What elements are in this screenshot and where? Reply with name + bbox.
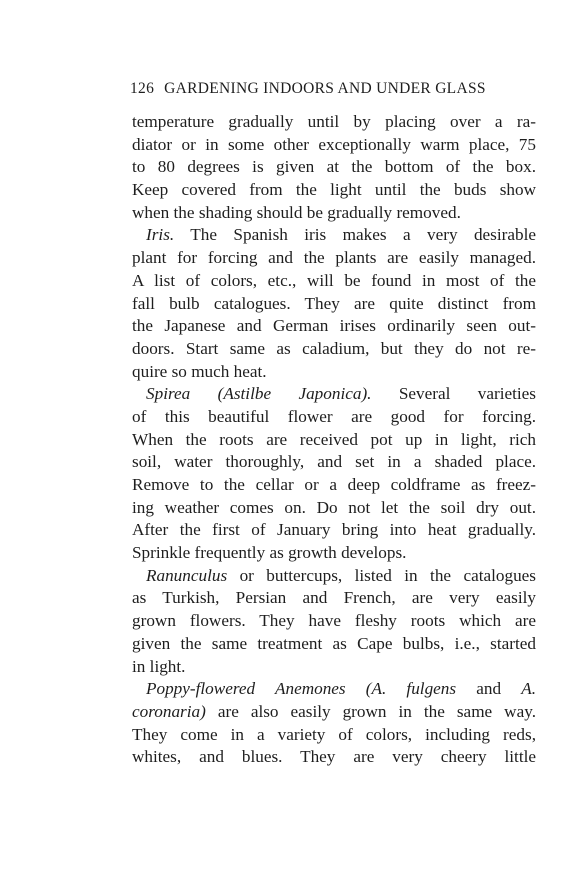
text-line: [132, 293, 536, 316]
text-line: [132, 429, 536, 452]
text-line: [132, 111, 536, 134]
text-line: [132, 338, 536, 361]
text-line: [132, 315, 536, 338]
text-run: Several varieties: [371, 384, 536, 404]
text-line: [132, 678, 536, 701]
text-line: [132, 474, 536, 497]
text-line: [132, 610, 536, 633]
italic-run: Poppy-flowered Anemones (A. fulgens: [146, 679, 457, 699]
text-run: are also easily grown in the same way.: [205, 701, 536, 721]
text-run: A list of colors, etc., will be found in most of the: [132, 270, 536, 290]
text-line: [132, 633, 536, 656]
text-line: [132, 202, 536, 225]
text-run: the Japanese and German irises ordinarily seen out-: [132, 316, 536, 336]
text-run: Sprinkle frequently as growth develops.: [132, 543, 407, 563]
text-line: [132, 565, 536, 588]
text-line: [132, 519, 536, 542]
text-line: [132, 656, 536, 679]
italic-run: Iris.: [146, 225, 175, 245]
italic-run: Ranunculus: [146, 565, 228, 585]
text-line: [132, 497, 536, 520]
text-run: plant for forcing and the plants are easily managed.: [132, 248, 536, 268]
text-line: [132, 134, 536, 157]
text-run: or buttercups, listed in the catalogues: [227, 565, 536, 585]
italic-run: Spirea (Astilbe Japonica).: [146, 384, 372, 404]
text-run: when the shading should be gradually removed.: [132, 202, 461, 222]
text-run: soil, water thoroughly, and set in a shaded place.: [132, 452, 536, 472]
text-run: as Turkish, Persian and French, are very easily: [132, 588, 536, 608]
text-run: quire so much heat.: [132, 361, 267, 381]
text-run: temperature gradually until by placing over a ra-: [132, 112, 536, 131]
text-run: diator or in some other exceptionally warm place, 75: [132, 134, 536, 154]
text-run: ing weather comes on. Do not let the soil dry out.: [132, 497, 536, 517]
text-line: [132, 451, 536, 474]
text-line: [132, 247, 536, 270]
text-run: The Spanish iris makes a very desirable: [174, 225, 536, 245]
text-run: of this beautiful flower are good for forcing.: [132, 406, 536, 426]
text-line: [132, 361, 536, 384]
page-number: 126: [130, 80, 155, 97]
running-header: [130, 80, 535, 98]
body-text: [132, 111, 536, 769]
text-run: Keep covered from the light until the buds show: [132, 180, 536, 200]
text-run: and: [456, 679, 522, 699]
text-run: grown flowers. They have fleshy roots which are: [132, 611, 536, 631]
text-run: After the first of January bring into heat gradually.: [132, 520, 536, 540]
text-run: given the same treatment as Cape bulbs, i.e., started: [132, 633, 536, 653]
text-line: [132, 179, 536, 202]
text-run: doors. Start same as caladium, but they do not re-: [132, 338, 536, 358]
italic-run: coronaria): [132, 701, 206, 721]
text-line: [132, 724, 536, 747]
text-run: fall bulb catalogues. They are quite distinct from: [132, 293, 536, 313]
text-run: whites, and blues. They are very cheery little: [132, 747, 536, 767]
text-line: [132, 542, 536, 565]
text-line: [132, 587, 536, 610]
text-run: in light.: [132, 656, 186, 676]
text-line: [132, 156, 536, 179]
text-run: They come in a variety of colors, including reds,: [132, 724, 536, 744]
text-run: to 80 degrees is given at the bottom of the box.: [132, 157, 536, 177]
text-line: [132, 701, 536, 724]
text-line: [132, 746, 536, 769]
text-line: [132, 406, 536, 429]
text-run: When the roots are received pot up in light, rich: [132, 429, 536, 449]
italic-run: A.: [521, 679, 537, 699]
text-run: Remove to the cellar or a deep coldframe as freez-: [132, 475, 536, 494]
text-line: [132, 383, 536, 406]
running-title: GARDENING INDOORS AND UNDER GLASS: [164, 80, 486, 97]
text-line: [132, 270, 536, 293]
text-line: [132, 224, 536, 247]
